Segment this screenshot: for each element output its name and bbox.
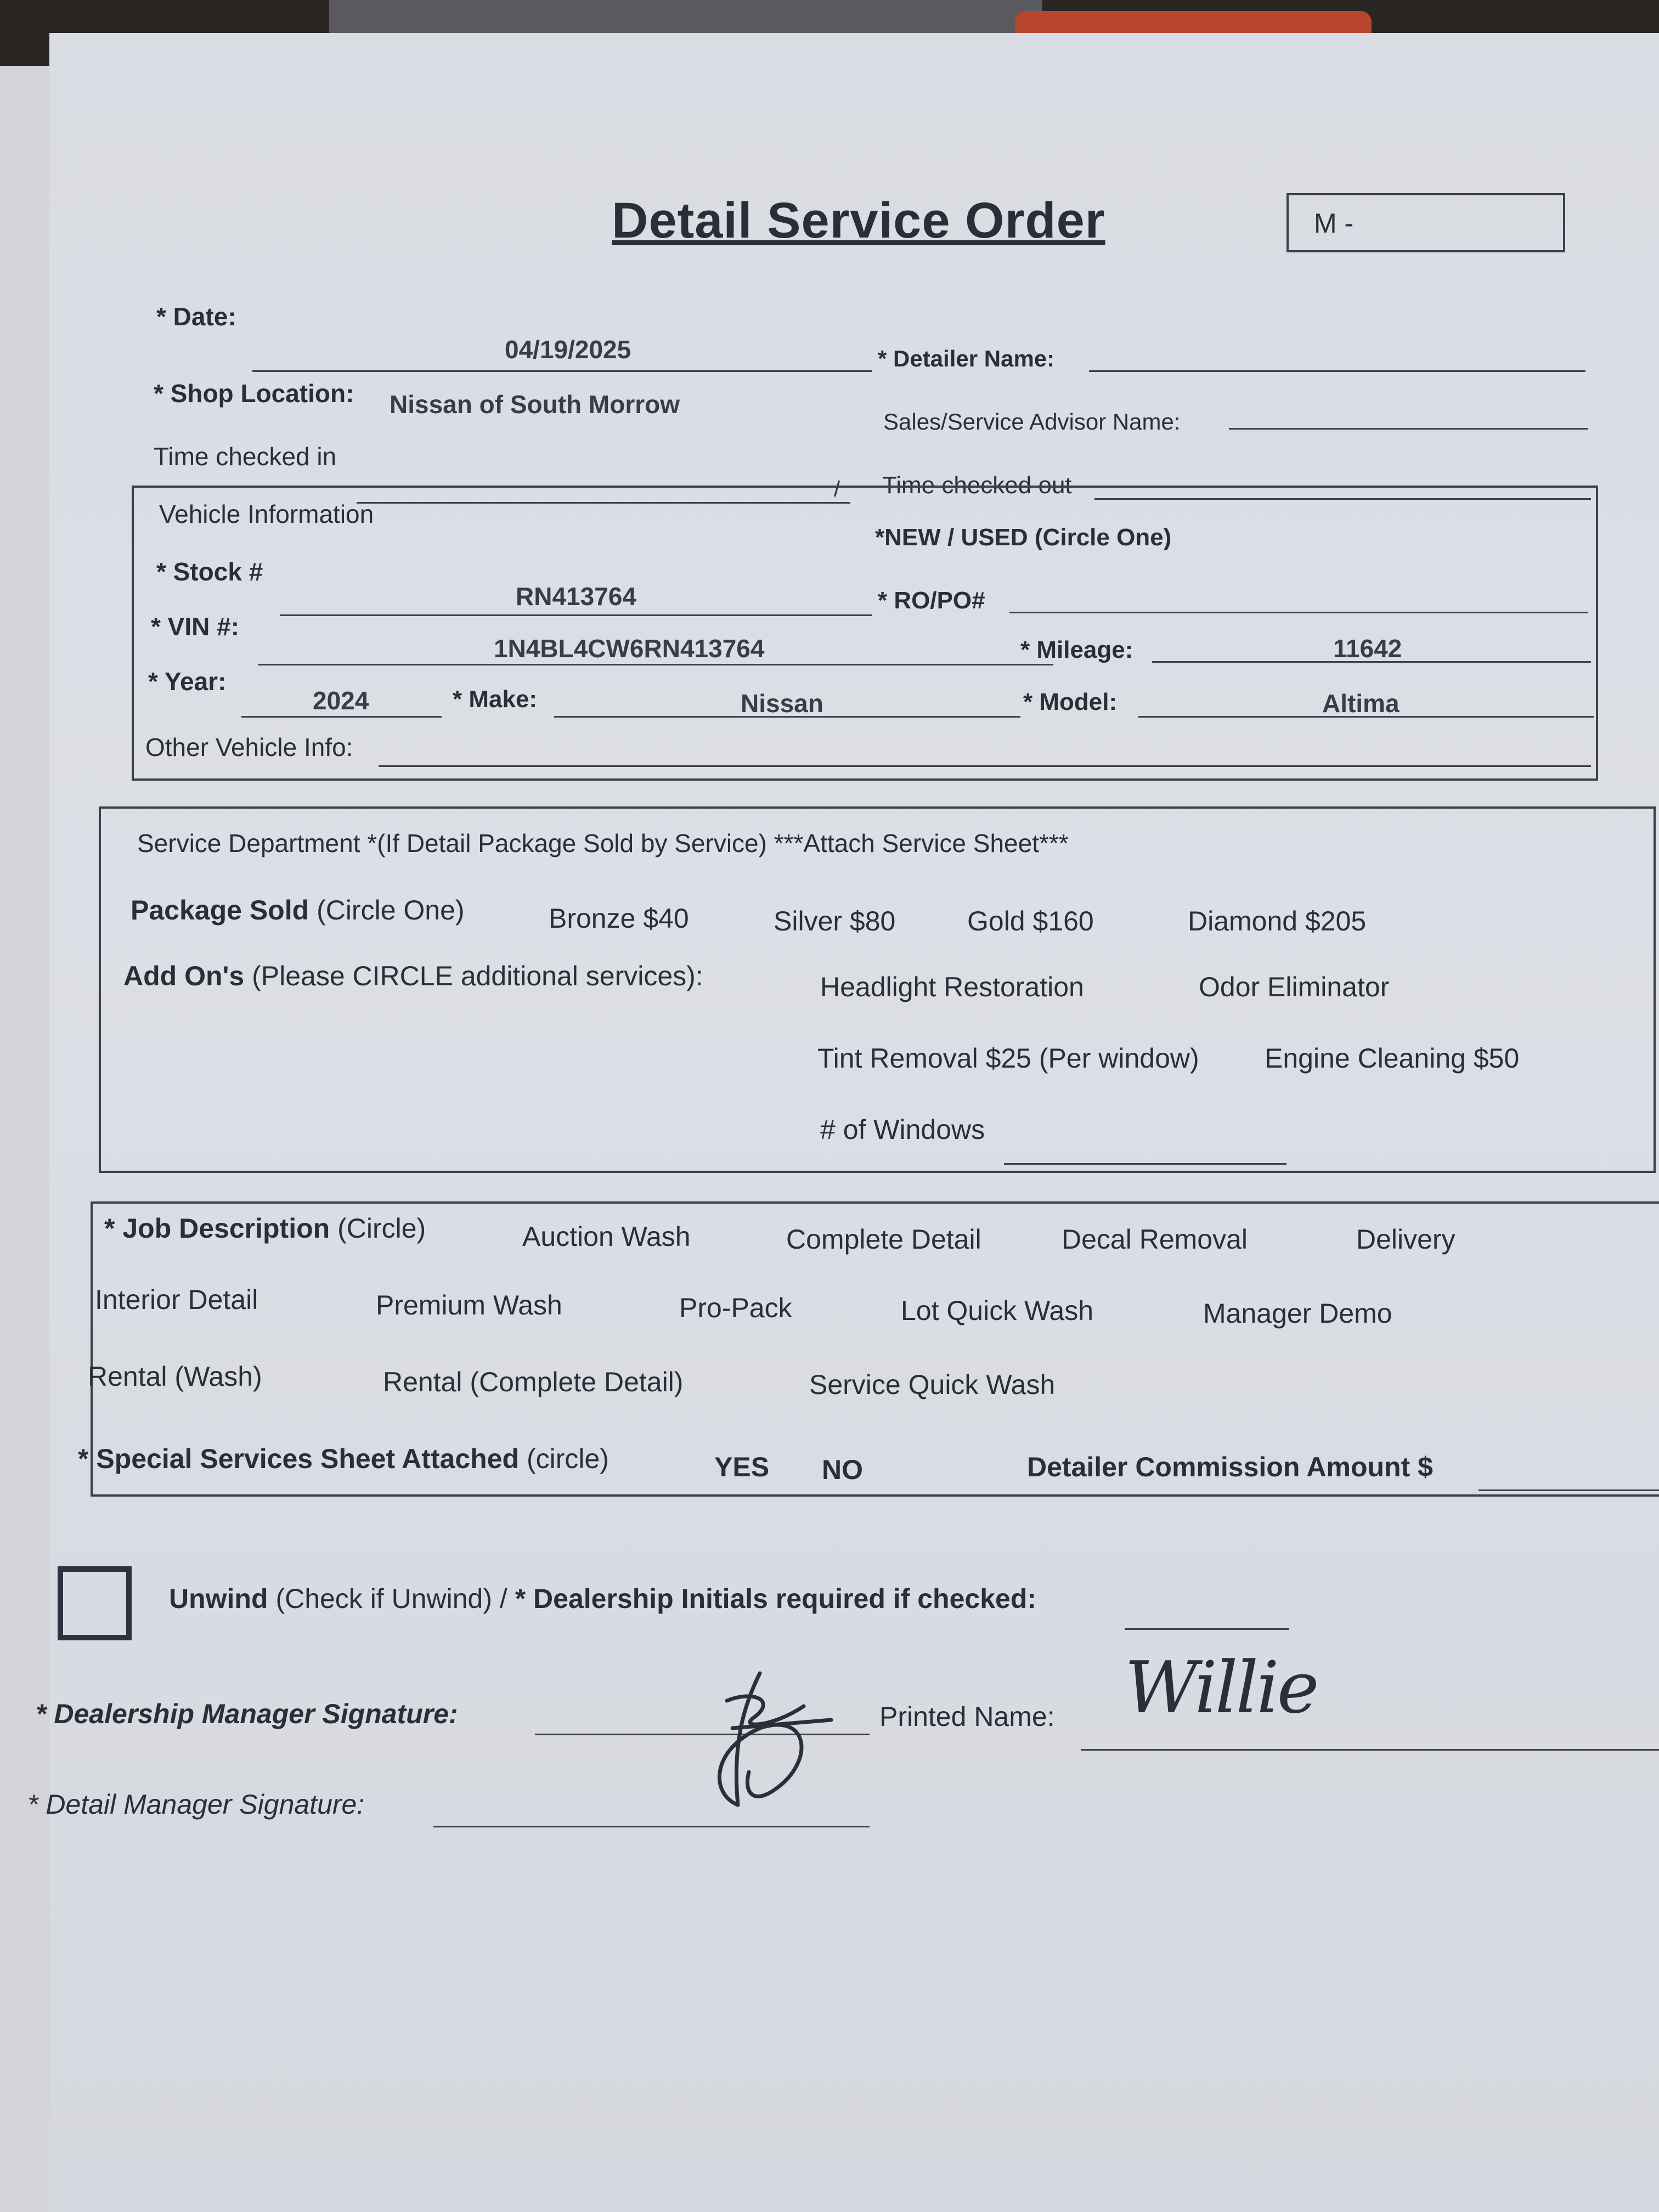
unwind-checkbox[interactable] (58, 1566, 132, 1640)
date-line (252, 370, 872, 372)
service-department-heading: Service Department *(If Detail Package Sold by Service) ***Attach Service Sheet*** (137, 829, 1069, 857)
job-premium-wash[interactable]: Premium Wash (376, 1290, 562, 1321)
special-services-yes[interactable]: YES (714, 1452, 770, 1482)
detailer-name-line[interactable] (1089, 370, 1585, 372)
ro-po-label: * RO/PO# (878, 587, 985, 614)
commission-amount-line[interactable] (1479, 1489, 1659, 1491)
job-manager-demo[interactable]: Manager Demo (1203, 1298, 1392, 1329)
addon-odor-eliminator[interactable]: Odor Eliminator (1199, 972, 1390, 1002)
add-ons-label (123, 960, 703, 992)
dealership-initials-line[interactable] (1125, 1628, 1289, 1630)
advisor-name-label: Sales/Service Advisor Name: (883, 409, 1181, 435)
unwind-label (169, 1583, 1036, 1615)
clipboard-clip (329, 0, 1042, 33)
service-order-sheet (27, 33, 1659, 2212)
vehicle-info-heading: Vehicle Information (159, 500, 374, 528)
job-lot-quick-wash[interactable]: Lot Quick Wash (901, 1295, 1094, 1326)
time-separator: / (834, 477, 840, 501)
package-sold-label (131, 894, 465, 926)
package-gold[interactable]: Gold $160 (967, 906, 1094, 936)
order-number-prefix: M - (1314, 208, 1354, 239)
job-interior-detail[interactable]: Interior Detail (95, 1284, 258, 1315)
windows-count-label: # of Windows (820, 1114, 985, 1145)
job-rental-wash[interactable]: Rental (Wash) (88, 1361, 262, 1392)
job-description-label-rest: (Circle) (337, 1213, 426, 1244)
model-value[interactable]: Altima (1322, 689, 1400, 718)
addon-headlight-restoration[interactable]: Headlight Restoration (820, 972, 1084, 1002)
windows-count-line[interactable] (1004, 1163, 1286, 1165)
mileage-label: * Mileage: (1020, 636, 1133, 663)
make-label: * Make: (453, 686, 538, 713)
package-silver[interactable]: Silver $80 (774, 906, 896, 936)
add-ons-label-bold: Add On's (123, 961, 245, 991)
dealership-manager-signature-label: * Dealership Manager Signature: (36, 1699, 458, 1729)
year-line (241, 716, 442, 718)
year-value[interactable]: 2024 (313, 686, 369, 715)
job-rental-complete-detail[interactable]: Rental (Complete Detail) (383, 1367, 684, 1397)
new-used-text: *NEW / USED (Circle One) (875, 524, 1172, 551)
unwind-label-bold: Unwind (169, 1583, 268, 1614)
detail-manager-signature-line[interactable] (433, 1826, 870, 1827)
make-value[interactable]: Nissan (741, 689, 823, 718)
detailer-name-label: * Detailer Name: (878, 346, 1055, 371)
form-title: Detail Service Order (612, 193, 1105, 249)
vin-line (258, 664, 1053, 665)
stock-line (280, 614, 872, 616)
detail-manager-signature-label: * Detail Manager Signature: (27, 1789, 365, 1820)
addon-tint-removal[interactable]: Tint Removal $25 (Per window) (817, 1043, 1199, 1074)
job-complete-detail[interactable]: Complete Detail (786, 1224, 981, 1255)
time-out-label: Time checked out (882, 472, 1072, 499)
printed-name-value[interactable]: Willie (1125, 1646, 1317, 1729)
mileage-value[interactable]: 11642 (1333, 634, 1402, 663)
commission-amount-label: Detailer Commission Amount $ (1027, 1452, 1433, 1482)
job-decal-removal[interactable]: Decal Removal (1062, 1224, 1248, 1255)
dealership-initials-label: * Dealership Initials required if checked: (515, 1583, 1037, 1614)
job-description-label-bold: * Job Description (104, 1213, 330, 1244)
other-vehicle-info-line[interactable] (379, 765, 1591, 767)
job-description-label (104, 1212, 426, 1244)
other-vehicle-info-label: Other Vehicle Info: (145, 733, 353, 761)
shop-location-value[interactable]: Nissan of South Morrow (390, 390, 680, 419)
special-services-label-rest: (circle) (526, 1443, 609, 1474)
stock-value[interactable]: RN413764 (516, 582, 636, 611)
job-service-quick-wash[interactable]: Service Quick Wash (809, 1369, 1056, 1400)
package-bronze[interactable]: Bronze $40 (549, 903, 689, 934)
job-pro-pack[interactable]: Pro-Pack (679, 1293, 792, 1323)
job-auction-wash[interactable]: Auction Wash (522, 1221, 691, 1252)
date-label: * Date: (156, 302, 236, 331)
special-services-label (78, 1443, 609, 1475)
shop-location-label: * Shop Location: (154, 379, 354, 408)
dealership-manager-signature-scribble (678, 1668, 853, 1821)
new-used-label[interactable] (875, 524, 1171, 551)
stock-label: * Stock # (156, 557, 263, 586)
vin-value[interactable]: 1N4BL4CW6RN413764 (494, 634, 765, 663)
model-label: * Model: (1023, 689, 1118, 715)
job-delivery[interactable]: Delivery (1356, 1224, 1455, 1255)
year-label: * Year: (148, 667, 227, 696)
package-sold-label-bold: Package Sold (131, 895, 309, 926)
add-ons-label-rest: (Please CIRCLE additional services): (252, 961, 703, 991)
advisor-name-line[interactable] (1229, 428, 1588, 430)
date-value[interactable]: 04/19/2025 (505, 335, 631, 364)
vin-label: * VIN #: (151, 612, 240, 641)
unwind-label-rest: (Check if Unwind) / (275, 1583, 507, 1614)
special-services-label-bold: * Special Services Sheet Attached (78, 1443, 520, 1474)
ro-po-line[interactable] (1009, 612, 1588, 613)
package-sold-label-rest: (Circle One) (317, 895, 465, 926)
printed-name-label: Printed Name: (879, 1701, 1055, 1732)
time-in-label: Time checked in (154, 442, 337, 471)
special-services-no[interactable]: NO (822, 1454, 863, 1485)
package-diamond[interactable]: Diamond $205 (1188, 906, 1367, 936)
printed-name-line (1081, 1749, 1659, 1751)
addon-engine-cleaning[interactable]: Engine Cleaning $50 (1265, 1043, 1520, 1074)
